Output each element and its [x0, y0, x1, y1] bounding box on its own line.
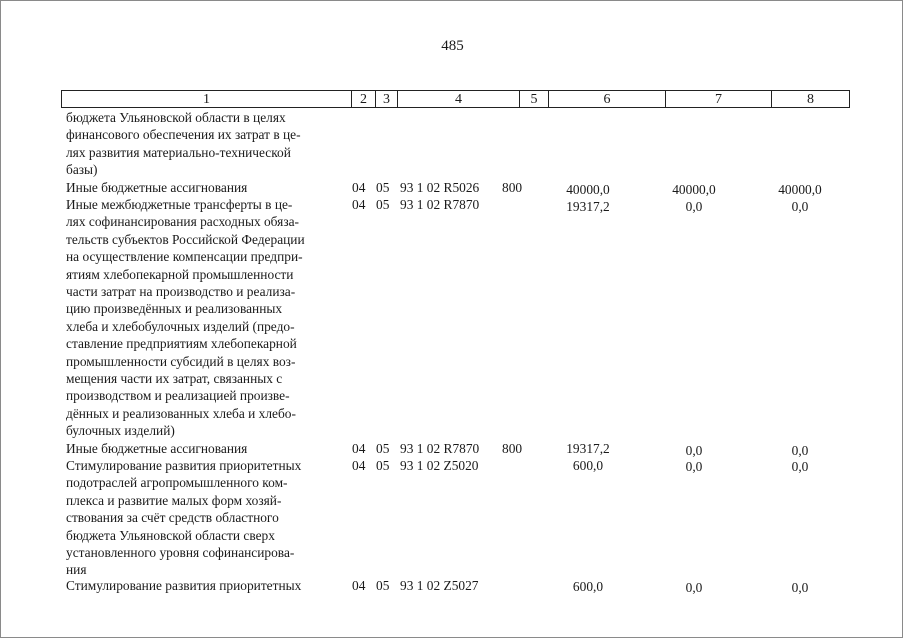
- cell-subsection: 05: [376, 441, 390, 456]
- desc-line: булочных изделий): [66, 423, 175, 439]
- desc-line: лях развития материально-технической: [66, 144, 291, 160]
- header-col-3: 3: [376, 91, 398, 107]
- cell-target-code: 93 1 02 Z5027: [400, 578, 479, 593]
- cell-amount-7: 0,0: [685, 199, 703, 214]
- desc-line: бюджета Ульяновской области сверх: [66, 527, 275, 543]
- cell-amount-6: 19317,2: [566, 441, 610, 456]
- cell-target-code: 93 1 02 Z5020: [400, 458, 479, 473]
- desc-line: бюджета Ульяновской области в целях: [66, 110, 286, 125]
- header-col-8: 8: [807, 92, 814, 107]
- header-col-6: 6: [549, 91, 666, 107]
- desc-line: мещения части их затрат, связанных с: [66, 371, 283, 387]
- table-row: [0, 440, 905, 457]
- desc-line: Иные бюджетные ассигнования: [66, 441, 248, 456]
- desc-line: производством и реализацией произве-: [66, 388, 290, 404]
- cell-subsection: 05: [376, 180, 390, 195]
- desc-line: хлеба и хлебобулочных изделий (предо-: [66, 318, 295, 334]
- desc-line: лях софинансирования расходных обяза-: [66, 214, 300, 230]
- cell-amount-8: 0,0: [791, 459, 809, 474]
- cell-section: 04: [352, 180, 366, 195]
- cell-target-code: 93 1 02 R7870: [400, 197, 480, 212]
- desc-block-5: [66, 457, 341, 579]
- cell-target-code: 93 1 02 R5026: [400, 180, 480, 195]
- cell-amount-7: 40000,0: [672, 182, 716, 197]
- desc-line: дённых и реализованных хлеба и хлебо-: [66, 405, 296, 421]
- desc-line: промышленности субсидий в целях воз-: [66, 353, 296, 369]
- cell-expense-type: 800: [502, 441, 523, 456]
- cell-section: 04: [352, 441, 366, 456]
- desc-line: ния: [66, 562, 87, 578]
- table-row: [0, 457, 905, 474]
- table-header: [61, 90, 850, 108]
- desc-line: финансового обеспечения их затрат в це-: [66, 127, 301, 143]
- desc-line: установленного уровня софинансирова-: [66, 545, 295, 561]
- cell-amount-8: 0,0: [791, 580, 809, 595]
- cell-amount-6: 600,0: [572, 458, 604, 473]
- desc-line: ствования за счёт средств областного: [66, 510, 279, 526]
- header-col-4: 4: [398, 91, 520, 107]
- cell-amount-6: 19317,2: [566, 199, 610, 214]
- header-col-7: 7: [666, 91, 772, 107]
- cell-subsection: 05: [376, 197, 390, 212]
- header-col-5: 5: [520, 91, 549, 107]
- cell-amount-7: 0,0: [685, 443, 703, 458]
- page-number: 485: [441, 38, 464, 54]
- desc-line: Иные межбюджетные трансферты в це-: [66, 197, 293, 212]
- header-col-1: 1: [62, 91, 352, 107]
- cell-subsection: 05: [376, 458, 390, 473]
- desc-line: Иные бюджетные ассигнования: [66, 180, 248, 195]
- cell-amount-8: 40000,0: [778, 182, 822, 197]
- desc-block-3: [66, 196, 341, 440]
- cell-amount-6: 40000,0: [566, 182, 610, 197]
- cell-amount-6: 600,0: [572, 579, 604, 594]
- desc-line: базы): [66, 162, 98, 178]
- cell-amount-7: 0,0: [685, 580, 703, 595]
- cell-amount-8: 0,0: [791, 199, 809, 214]
- desc-line: Стимулирование развития приоритетных: [66, 578, 302, 593]
- cell-expense-type: 800: [502, 180, 523, 195]
- desc-line: тельств субъектов Российской Федерации: [66, 231, 305, 247]
- desc-line: на осуществление компенсации предпри-: [66, 249, 303, 265]
- header-col-2: 2: [352, 91, 376, 107]
- cell-section: 04: [352, 197, 366, 212]
- desc-line: ставление предприятиям хлебопекарной: [66, 336, 297, 352]
- cell-subsection: 05: [376, 578, 390, 593]
- desc-line: плекса и развитие малых форм хозяй-: [66, 492, 282, 508]
- desc-block-1: [66, 109, 341, 179]
- cell-section: 04: [352, 458, 366, 473]
- cell-amount-7: 0,0: [685, 459, 703, 474]
- table-row: [0, 196, 905, 213]
- desc-line: Стимулирование развития приоритетных: [66, 458, 302, 473]
- cell-amount-8: 0,0: [791, 443, 809, 458]
- desc-line: ятиям хлебопекарной промышленности: [66, 266, 294, 282]
- table-row: [0, 179, 905, 196]
- desc-line: части затрат на производство и реализа-: [66, 284, 296, 300]
- cell-target-code: 93 1 02 R7870: [400, 441, 480, 456]
- desc-line: цию произведённых и реализованных: [66, 301, 283, 317]
- cell-section: 04: [352, 578, 366, 593]
- table-row: [0, 577, 905, 594]
- desc-line: подотраслей агропромышленного ком-: [66, 475, 288, 491]
